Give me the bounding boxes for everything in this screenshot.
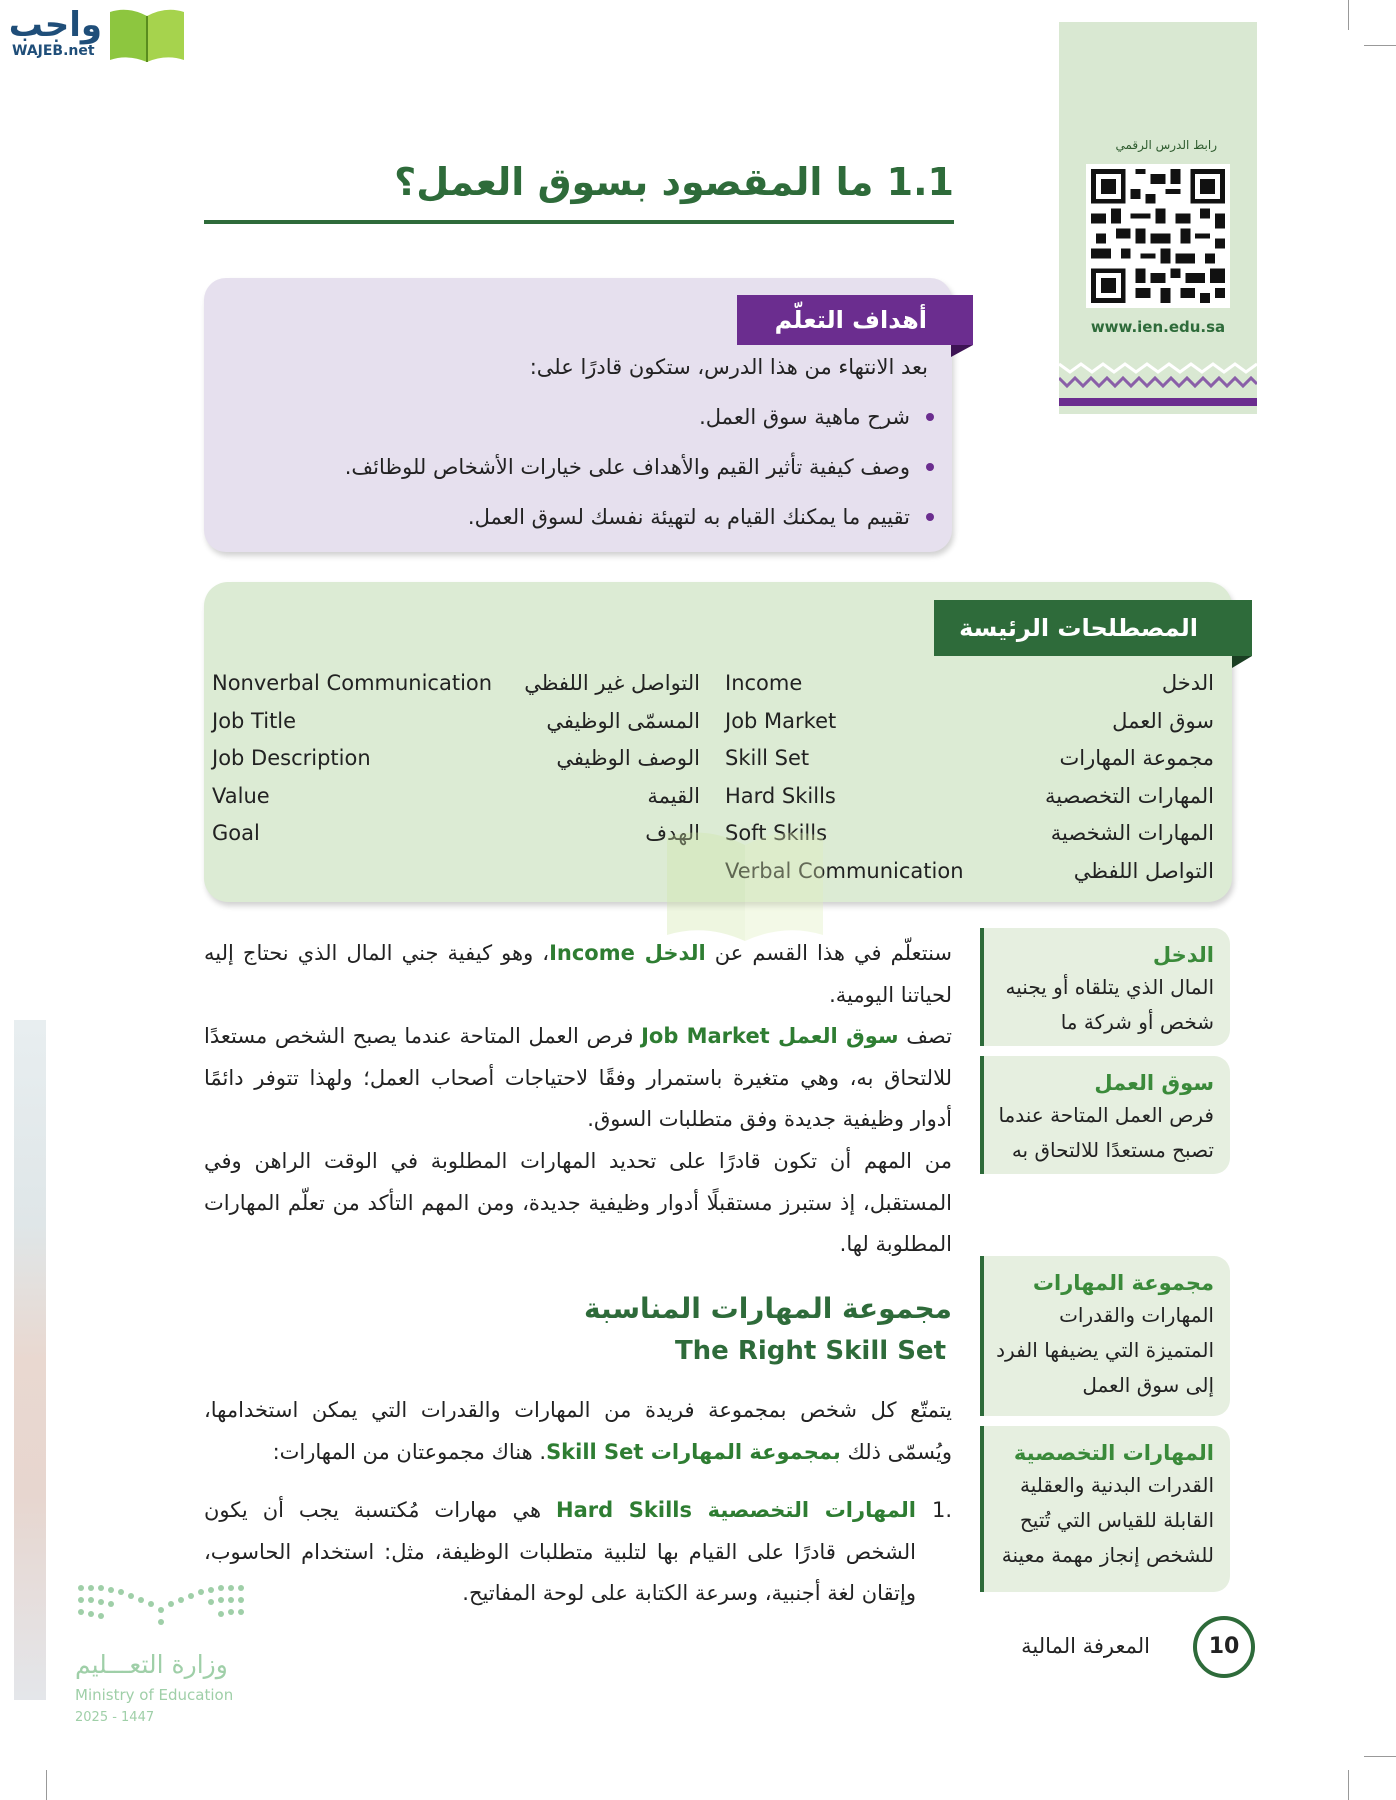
key-term-hard-skills: المهارات التخصصية Hard Skills (556, 1498, 917, 1522)
term-en: Job Description (212, 746, 371, 770)
ministry-name-english: Ministry of Education (75, 1686, 234, 1704)
definition-body: المهارات والقدرات المتميزة التي يضيفها الفرد إلى سوق العمل (996, 1303, 1214, 1397)
objective-item: وصف كيفية تأثير القيم والأهداف على خيارات الأشخاص للوظائف. (220, 442, 910, 492)
watermark-logo (455, 815, 955, 945)
qr-url[interactable]: www.ien.edu.sa (1090, 318, 1226, 336)
term-ar: التواصل غير اللفظي (524, 671, 700, 695)
paragraph-skills: من المهم أن تكون قادرًا على تحديد المهارات المطلوبة في الوقت الراهن وفي المستقبل، إذ ستبرز مستقبلًا أدوار وظيفية جديدة، ومن المهم التأكد من تعلّم المهارات المطلوبة لها. (204, 1149, 952, 1256)
definition-body: فرص العمل المتاحة عندما تصبح مستعدًا للالتحاق به (998, 1103, 1214, 1162)
definition-job-market (980, 1056, 1230, 1174)
term-ar: مجموعة المهارات (1059, 746, 1214, 770)
definition-term: سوق العمل (1094, 1071, 1214, 1095)
term-ar: التواصل اللفظي (1073, 858, 1214, 883)
text: . هناك مجموعتان من المهارات: (272, 1439, 547, 1464)
crop-mark (1348, 1770, 1349, 1800)
text: فرص العمل المتاحة عندما يصبح الشخص مستعدًا للالتحاق به، وهي متغيرة باستمرار وفقًا لاحتياجات أصحاب العمل؛ ولهذا تتوفر دائمًا أدوار وظيفية جديدة وفق متطلبات السوق. (204, 1024, 952, 1131)
qr-label: رابط الدرس الرقمي (1115, 138, 1217, 152)
key-term-income: الدخل Income (549, 941, 706, 965)
crop-mark (1364, 1756, 1396, 1757)
term-en: Soft Skills (725, 821, 828, 845)
page-title: 1.1 ما المقصود بسوق العمل؟ (394, 160, 954, 204)
key-terms-heading: المصطلحات الرئيسة (934, 600, 1252, 656)
qr-code[interactable] (1086, 164, 1230, 308)
key-term-skill-set: بمجموعة المهارات Skill Set (546, 1439, 841, 1464)
definition-income (980, 928, 1230, 1046)
paragraph-skill-set (204, 1390, 952, 1473)
term-en: Verbal Communication (725, 858, 964, 883)
book-icon (106, 6, 188, 64)
objectives-heading: أهداف التعلّم (737, 295, 973, 345)
definition-term: الدخل (1152, 943, 1214, 967)
objective-item: شرح ماهية سوق العمل. (220, 392, 910, 442)
term-ar: الهدف (645, 821, 700, 845)
terms-col1-arabic (990, 665, 1214, 890)
crop-mark (1348, 0, 1349, 30)
term-en: Nonverbal Communication (212, 671, 493, 695)
objectives-list (220, 392, 938, 542)
term-ar: المهارات الشخصية (1050, 821, 1214, 845)
objectives-tab-fold (951, 345, 973, 357)
term-ar: القيمة (647, 783, 700, 808)
wajeb-logo[interactable] (8, 5, 102, 59)
page-number: 10 (1193, 1616, 1255, 1678)
side-photo (14, 1020, 46, 1700)
crop-mark (46, 1770, 47, 1800)
definition-body: المال الذي يتلقاه أو يجنيه شخص أو شركة ما (1005, 975, 1214, 1034)
definition-body: القدرات البدنية والعقلية القابلة للقياس التي تُتيح للشخص إنجاز مهمة معينة (1001, 1473, 1214, 1567)
text: هي مهارات مُكتسبة يجب أن يكون الشخص قادرًا على القيام بها لتلبية متطلبات الوظيفة، مثل: استخدام الحاسوب، وإتقان لغة أجنبية، وسرعة الكتابة على لوحة المفاتيح. (204, 1498, 916, 1605)
paragraph-job-market (204, 1016, 952, 1141)
term-en: Goal (212, 821, 260, 845)
term-ar: سوق العمل (1112, 708, 1214, 733)
key-term-job-market: سوق العمل Job Market (641, 1024, 899, 1048)
term-en: Job Title (212, 708, 297, 733)
ministry-logo-icon (75, 1580, 247, 1640)
key-terms-tab-fold (1232, 656, 1252, 668)
text: ، وهو كيفية جني المال الذي نحتاج إليه لحياتنا اليومية. (204, 941, 952, 1007)
list-number: 1. (931, 1498, 952, 1522)
text: سنتعلّم في هذا القسم عن (705, 941, 953, 965)
objectives-intro: بعد الانتهاء من هذا الدرس، ستكون قادرًا على: (529, 355, 928, 379)
term-ar: المهارات التخصصية (1044, 783, 1214, 808)
term-en: Hard Skills (725, 783, 836, 808)
section-heading-english: The Right Skill Set (674, 1336, 946, 1366)
term-ar: الدخل (1161, 671, 1214, 695)
objective-item: تقييم ما يمكنك القيام به لتهيئة نفسك لسوق العمل. (220, 492, 910, 542)
text: يتمتّع كل شخص بمجموعة فريدة من المهارات والقدرات التي يمكن استخدامها، ويُسمّى ذلك (204, 1398, 952, 1464)
logo-latin: WAJEB.net (12, 43, 95, 59)
term-en: Value (212, 783, 270, 808)
edition-year: 2025 - 1447 (75, 1710, 155, 1725)
text: تصف (898, 1024, 952, 1048)
term-en: Skill Set (725, 746, 810, 770)
decorative-pattern (1059, 358, 1257, 406)
term-ar: الوصف الوظيفي (556, 746, 700, 770)
definition-skill-set (980, 1256, 1230, 1416)
paragraph-income (204, 933, 952, 1016)
term-ar: المسمّى الوظيفي (546, 708, 700, 733)
title-underline (204, 220, 954, 224)
definition-term: مجموعة المهارات (1032, 1271, 1214, 1295)
definition-hard-skills (980, 1426, 1230, 1592)
crop-mark (1364, 45, 1396, 46)
list-item-hard-skills (204, 1490, 916, 1615)
logo-arabic: واجب (8, 5, 102, 45)
book-title: المعرفة المالية (1021, 1634, 1150, 1658)
section-heading-arabic: مجموعة المهارات المناسبة (584, 1292, 952, 1325)
term-en: Job Market (725, 708, 837, 733)
term-en: Income (725, 671, 803, 695)
ministry-name-arabic: وزارة التعـــليم (75, 1650, 228, 1679)
definition-term: المهارات التخصصية (1013, 1441, 1214, 1465)
